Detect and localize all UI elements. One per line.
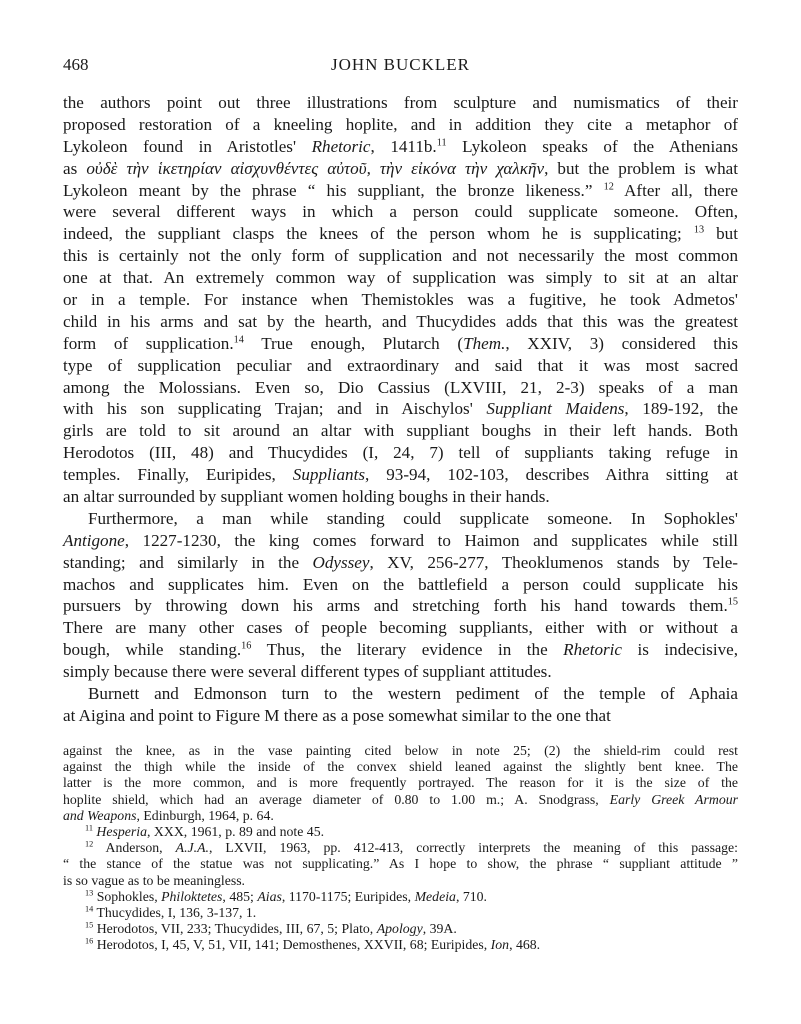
footnote-line: “ the stance of the statue was not supplicating.” As I hope to show, the phrase “ suppliant attitude ” [63,856,738,872]
footnote-line: $^{14}$ Thucydides, I, 136, 3-137, 1. [85,904,257,920]
footnote-line: against the thigh while the inside of the convex shield leaned against the slightly bent knee. The [63,759,738,775]
footnote-line: $^{11}$ Hesperia, XXX, 1961, p. 89 and note 45. [85,823,325,839]
footnote-line: and Weapons, Edinburgh, 1964, p. 64. [63,807,274,823]
body-line: form of supplication.$^{14}$ True enough, Plutarch (Them., XXIV, 3) considered this [63,333,738,353]
body-line: Antigone, 1227-1230, the king comes forward to Haimon and supplicates while still [63,530,738,550]
body-line: at Aigina and point to Figure M there as a pose somewhat similar to the one that [63,705,611,725]
footnote-line: $^{16}$ Herodotos, I, 45, V, 51, VII, 141; Demosthenes, XXVII, 68; Euripides, Ion, 468. [85,936,541,953]
body-line: Burnett and Edmonson turn to the western pediment of the temple of Aphaia [88,684,738,704]
body-line: Herodotos (III, 48) and Thucydides (I, 24, 7) tell of suppliants taking refuge in [63,443,738,463]
body-line: standing; and similarly in the Odyssey, XV, 256-277, Theoklumenos stands by Tele- [63,552,738,572]
footnote-line: $^{13}$ Sophokles, Philoktetes, 485; Aias, 1170-1175; Euripides, Medeia, 710. [85,888,487,904]
body-line: girls are told to sit around an altar with suppliant boughs in their left hands. Both [63,421,738,441]
body-line: pursuers by throwing down his arms and stretching forth his hand towards them.$^{15}$ [63,596,738,616]
body-line: as οὐδὲ τὴν ἱκετηρίαν αἰσχυνθέντες αὐτοῦ, τὴν εἰκόνα τὴν χαλκῆν, but the problem is what [63,158,738,178]
body-line: one at that. An extremely common way of supplication was simply to sit at an altar [63,268,738,288]
footnotes [63,743,738,953]
footnote-line: latter is the more common, and is more frequently portrayed. The reason for it is the size of the [63,775,738,791]
body-line: this is certainly not the only form of supplication and not necessarily the most common [63,246,738,266]
page-header [63,55,738,79]
body-line: an altar surrounded by suppliant women holding boughs in their hands. [63,487,550,507]
page-number: 468 [63,55,89,74]
body-line: machos and supplicates him. Even on the battlefield a person could supplicate his [63,574,738,594]
running-title: JOHN BUCKLER [330,55,471,74]
body-text [63,92,738,727]
body-line: Furthermore, a man while standing could supplicate someone. In Sophokles' [88,508,738,528]
body-line: bough, while standing.$^{16}$ Thus, the literary evidence in the Rhetoric is indecisive, [63,640,738,660]
body-line: There are many other cases of people becoming suppliants, either with or without a [63,618,738,638]
footnote-line: $^{12}$ Anderson, A.J.A., LXVII, 1963, pp. 412-413, correctly interprets the meaning of this passage: [85,839,738,856]
body-line: were several different ways in which a person could supplicate someone. Often, [63,202,738,222]
body-line: Lykoleon found in Aristotles' Rhetoric, 1411b.$^{11}$ Lykoleon speaks of the Athenians [63,136,739,156]
body-line: or in a temple. For instance when Themistokles was a fugitive, he took Admetos' [63,290,738,310]
footnote-line: hoplite shield, which had an average diameter of 0.80 to 1.00 m.; A. Snodgrass, Early Greek Armour [63,791,738,807]
body-line: simply because there were several different types of suppliant attitudes. [63,662,552,682]
footnote-line: against the knee, as in the vase painting cited below in note 25; (2) the shield-rim could rest [63,743,738,758]
body-line: Lykoleon meant by the phrase “ his suppliant, the bronze likeness.” $^{12}$ After all, there [63,180,738,200]
body-line: child in his arms and sat by the hearth, and Thucydides adds that this was the greatest [63,311,738,331]
footnote-line: is so vague as to be meaningless. [63,872,246,888]
footnote-line: $^{15}$ Herodotos, VII, 233; Thucydides, III, 67, 5; Plato, Apology, 39A. [85,920,457,937]
body-line: the authors point out three illustrations from sculpture and numismatics of their [63,93,738,112]
body-line: type of supplication peculiar and extraordinary and said that it was most sacred [63,355,738,375]
body-line: temples. Finally, Euripides, Suppliants, 93-94, 102-103, describes Aithra sitting at [63,465,738,485]
body-line: among the Molossians. Even so, Dio Cassius (LXVIII, 21, 2-3) speaks of a man [63,377,738,397]
body-line: proposed restoration of a kneeling hoplite, and in addition they cite a metaphor of [63,114,738,134]
body-line: with his son supplicating Trajan; and in Aischylos' Suppliant Maidens, 189-192, the [63,399,738,419]
body-line: indeed, the suppliant clasps the knees of the person whom he is supplicating; $^{13}$ but [63,224,738,244]
